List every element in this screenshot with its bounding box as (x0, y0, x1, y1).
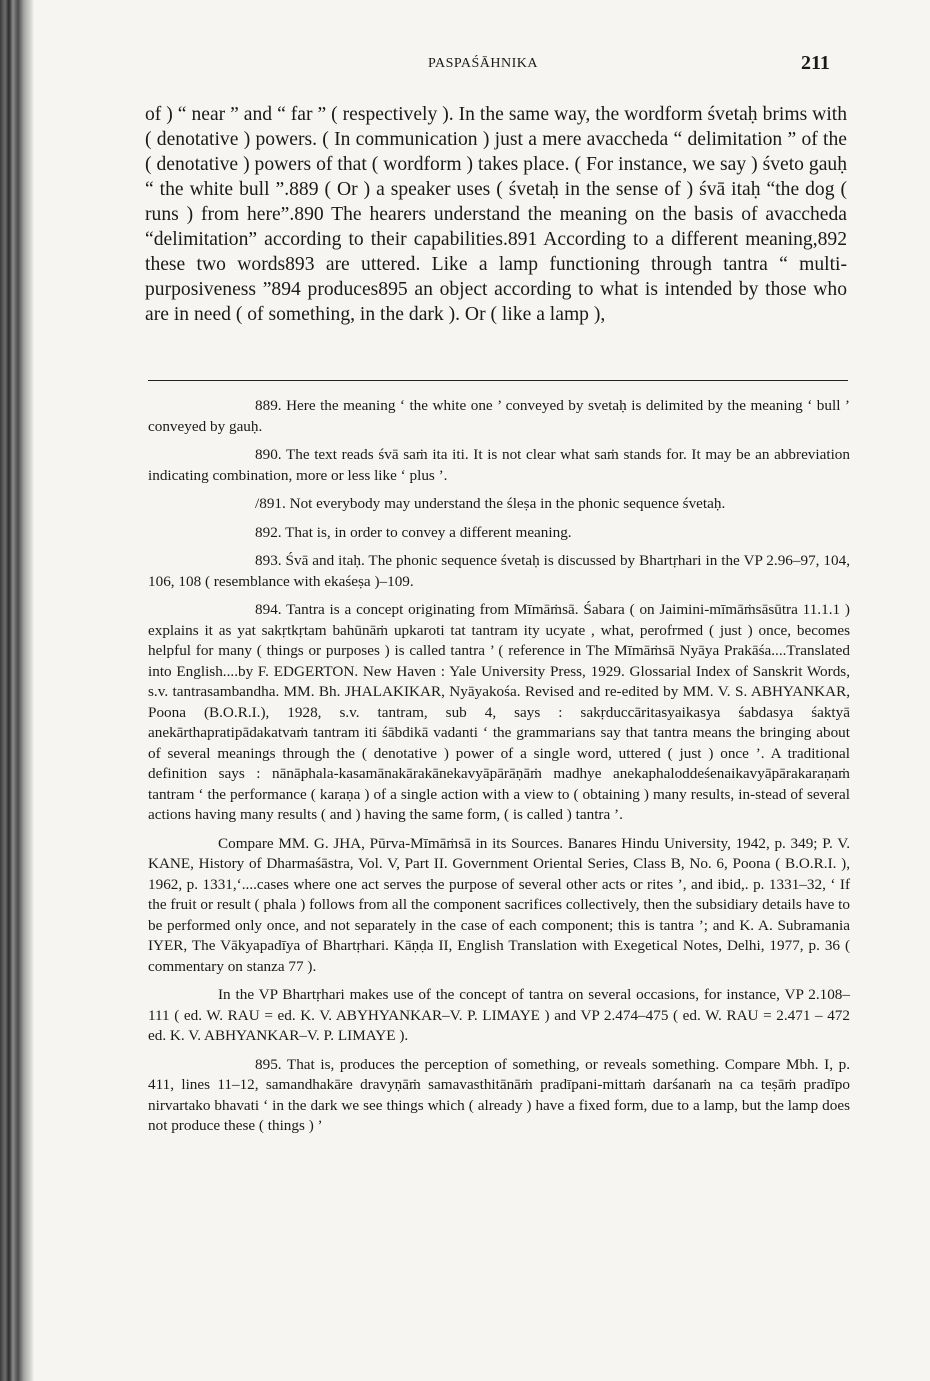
footnote-889: 889. Here the meaning ‘ the white one ’ conveyed by svetaḥ is delimited by the meaning ‘ bull ’ conveyed by gauḥ. (148, 397, 850, 435)
footnote-895: 895. That is, produces the perception of something, or reveals something. Compare Mbh. I, p. 411, lines 11–12, samandhakāre dravyṇāṁ samavasthitānāṁ pradīpani-mittaṁ darśanaṁ na ca teṣāṁ pradīpo nirvartako bhavati ‘ in the dark we see things which ( already ) have a fixed form, due to a lamp, but the lamp does not produce these ( things ) ’ (148, 1055, 850, 1134)
page-number: 211 (801, 52, 830, 74)
footnote-divider (148, 380, 848, 381)
body-paragraph: of ) “ near ” and “ far ” ( respectively ). In the same way, the wordform śvetaḥ brims with ( denotative ) powers. ( In communication ) just a mere avaccheda “ delimitation ” of the ( denotative ) powers of that ( wordform ) takes place. ( For instance, we say ) śveto gauḥ “ the white bull ”.889 ( Or ) a speaker uses ( śvetaḥ in the sense of ) śvā itaḥ “the dog ( runs ) from here”.890 The hearers understand the meaning on the basis of avaccheda “delimitation” according to their capabilities.891 According to a different meaning,892 these two words893 are uttered. Like a lamp functioning through tantra “ multi-purposiveness ”894 produces895 an object according to what is intended by those who are in need ( of something, in the dark ). Or ( like a lamp ), (145, 104, 847, 325)
running-title: PASPAŚĀHNIKA (428, 56, 539, 71)
footnote-893: 893. Śvā and itaḥ. The phonic sequence śvetaḥ is discussed by Bhartṛhari in the VP 2.96–97, 104, 106, 108 ( resemblance with ekaśeṣa )–109. (148, 552, 850, 590)
footnote-894-compare: Compare MM. G. JHA, Pūrva-Mīmāṁsā in its Sources. Banares Hindu University, 1942, p. 349; P. V. KANE, History of Dharmaśāstra, Vol. V, Part II. Government Oriental Series, Class B, No. 6, Poona ( B.O.R.I. ), 1962, p. 1331,‘....cases where one act serves the purpose of several other acts or rites ’, and ibid,. p. 1331–32, ‘ If the fruit or result ( phala ) follows from all the component sacrifices collectively, then the subsidiary details have to be performed only once, and not separately in the case of each component; this is tantra ’; and K. A. Subramania IYER, The Vākyapadīya of Bhartṛhari. Kāṇḍa II, English Translation with Exegetical Notes, Delhi, 1977, p. 36 ( commentary on stanza 77 ). (148, 834, 850, 975)
main-text (145, 102, 847, 327)
footnote-894-vp: In the VP Bhartṛhari makes use of the concept of tantra on several occasions, for instance, VP 2.108–111 ( ed. W. RAU = ed. K. V. ABYHYANKAR–V. P. LIMAYE ) and VP 2.474–475 ( ed. W. RAU = 2.471 – 472 ed. K. V. ABHYANKAR–V. P. LIMAYE ). (148, 986, 850, 1044)
footnote-894: 894. Tantra is a concept originating from Mīmāṁsā. Śabara ( on Jaimini-mīmāṁsāsūtra 11.1.1 ) explains it as yat sakṛtkṛtam bahūnāṁ upkaroti tat tantram ity ucyate , what, perofrmed ( just ) once, becomes helpful for many ( things or purposes ) is called tantra ’ ( reference in The Mīmāṁsā Nyāya Prakāśa....Translated into English....by F. EDGERTON. New Haven : Yale University Press, 1929. Glossarial Index of Sanskrit Words, s.v. tantrasambandha. MM. Bh. JHALAKIKAR, Nyāyakośa. Revised and re-edited by MM. V. S. ABHYANKAR, Poona (B.O.R.I.), 1928, s.v. tantram, sub 4, says : sakṛduccāritasyaikasya śabdasya śaktyā anekārthapratipādakatvaṁ tantram iti śābdikā vadanti ‘ the grammarians say that tantra means the bringing about of several meanings through the ( denotative ) power of a single word, uttered ( just ) once ’. A traditional definition says : nānāphala-kasamānakārakānekavyāpārāṇāṁ madhye anekaphaloddeśenaikavyāpārakaraṇaṁ tantram ‘ the performance ( karaṇa ) of a single action with a view to ( obtaining ) many results, in-stead of several actions having many results ( and ) having the same form, ( is called ) tantra ’. (148, 601, 850, 823)
book-binding-edge (0, 0, 34, 1381)
footnote-891: /891. Not everybody may understand the śleṣa in the phonic sequence śvetaḥ. (255, 495, 726, 512)
footnotes (148, 396, 850, 1145)
footnote-890: 890. The text reads śvā saṁ ita iti. It is not clear what saṁ stands for. It may be an abbreviation indicating combination, more or less like ‘ plus ’. (148, 446, 850, 484)
footnote-892: 892. That is, in order to convey a different meaning. (255, 523, 572, 541)
